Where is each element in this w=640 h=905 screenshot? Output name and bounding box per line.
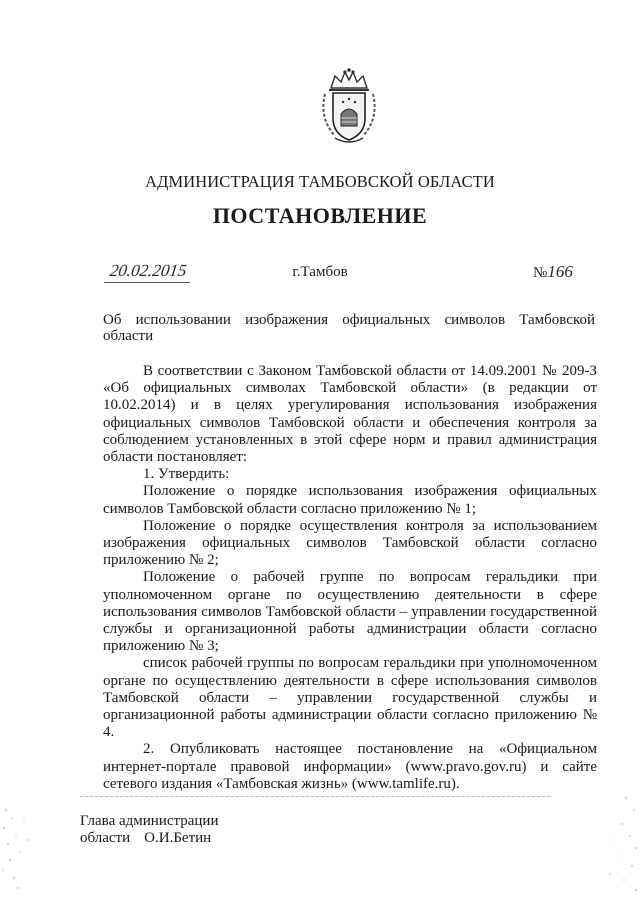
preamble-paragraph: В соответствии с Законом Тамбовской области от 14.09.2001 № 209-З «Об официальных символах Тамбовской области» (в редакции от 10.02.2014) и в целях урегулирования использования изображения официальных символов Тамбовской области и обеспечения контроля за соблюдением установленных в этой сфере норм и правил администрация области постановляет: [103, 363, 597, 466]
document-body [103, 363, 597, 793]
item-2: 2. Опубликовать настоящее постановление на «Официальном интернет-портале правовой информации» (www.pravo.gov.ru) и сайте сетевого издания «Тамбовская жизнь» (www.tamlife.ru). [103, 741, 597, 792]
coat-of-arms-icon [317, 66, 381, 146]
document-type-title: ПОСТАНОВЛЕНИЕ [212, 203, 428, 228]
sub-item-2: Положение о порядке осуществления контроля за использованием изображения официальных символов Тамбовской области согласно приложению № 2; [103, 517, 597, 569]
document-subject: Об использовании изображения официальных символов Тамбовской области [103, 312, 595, 344]
scan-divider-line [80, 796, 550, 797]
signer-title-line2: области [80, 830, 131, 846]
document-date: 20.02.2015 [108, 261, 188, 280]
signature-block [80, 813, 218, 847]
item-1: 1. Утвердить: [143, 466, 230, 483]
sub-item-4: список рабочей группы по вопросам геральдики при уполномоченном органе по осуществлению деятельности в сфере использования символов Тамбовской области – управлении государственной службы и организационной работы администрации области согласно приложению № 4. [103, 655, 597, 741]
organization-name: АДМИНИСТРАЦИЯ ТАМБОВСКОЙ ОБЛАСТИ [145, 172, 495, 191]
scan-noise-right [596, 790, 640, 900]
date-underline [104, 282, 190, 283]
sub-item-3: Положение о рабочей группе по вопросам геральдики при уполномоченном органе по осуществлению деятельности в сфере использования символов Тамбовской области – управлении государственной службы и организационной работы администрации области согласно приложению № 3; [103, 569, 597, 655]
scan-noise-left [0, 800, 40, 900]
number-prefix: № [533, 265, 548, 281]
sub-item-1: Положение о порядке использования изображения официальных символов Тамбовской области согласно приложению № 1; [103, 483, 597, 517]
document-city: г.Тамбов [292, 264, 348, 280]
number-value: 166 [547, 262, 573, 281]
signer-name: О.И.Бетин [144, 830, 212, 846]
signer-title-line1: Глава администрации [80, 813, 219, 829]
document-number [533, 262, 573, 282]
